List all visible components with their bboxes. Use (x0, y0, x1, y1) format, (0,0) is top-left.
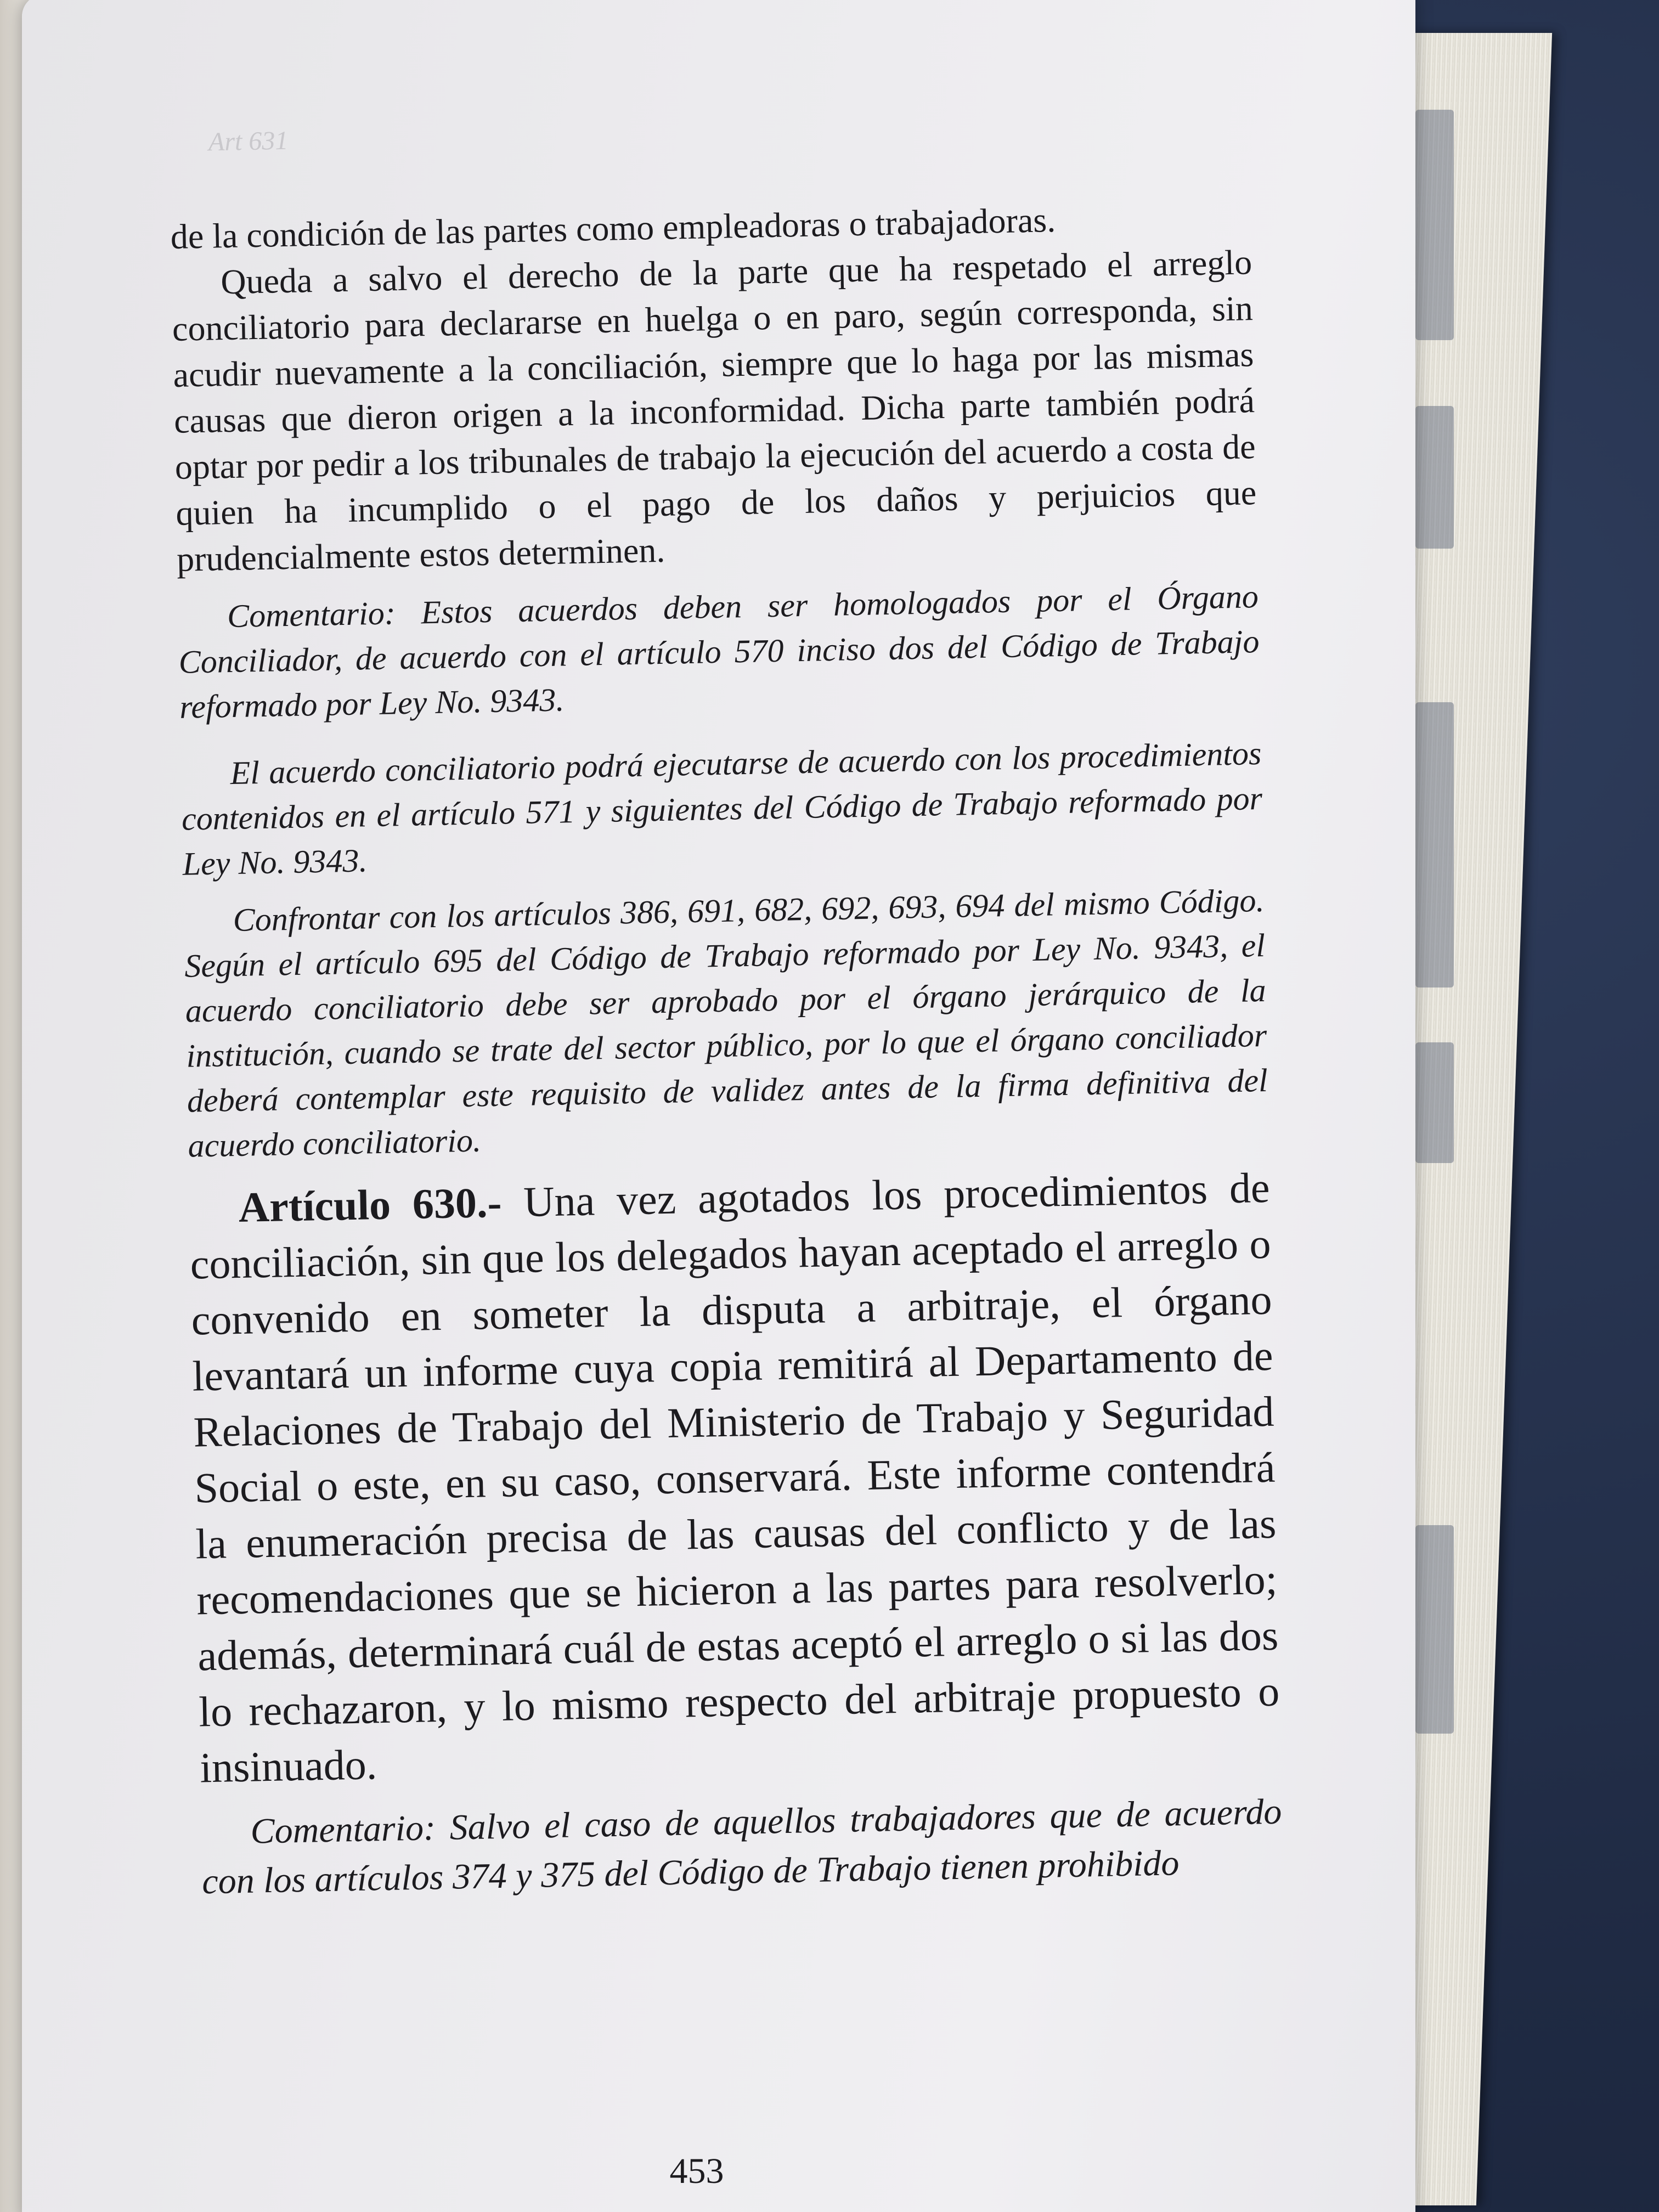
comment-salvo-el-caso: Comentario: Salvo el caso de aquellos trabajadores que de acuerdo con los artículos 374 y 375 del Código de Trabajo tienen prohibido (201, 1791, 1282, 1902)
paragraph-queda-a-salvo: Queda a salvo el derecho de la parte que ha respetado el arreglo conciliatorio para declararse en huelga o en paro, según corresponda, sin acudir nuevamente a la conciliación, siempre que lo haga por las mismas causas que dieron origen a la inconformidad. Dicha parte también podrá optar por pedir a los tribunales de trabajo la ejecución del acuerdo a costa de quien ha incumplido o el pago de los daños y perjuicios que prudencialmente estos determinen. (172, 242, 1257, 579)
comment-ejecutarse: El acuerdo conciliatorio podrá ejecutarse de acuerdo con los procedimientos contenidos en el artículo 571 y siguientes del Código de Trabajo reformado por Ley No. 9343. (181, 735, 1263, 882)
comment-confrontar: Confrontar con los artículos 386, 691, 682, 692, 693, 694 del mismo Código. Según el artículo 695 del Código de Trabajo reformado por Ley No. 9343, el acuerdo conciliatorio debe ser aprobado por el órgano jerárquico de la institución, cuando se trate del sector público, por lo que el órgano conciliador deberá contemplar este requisito de validez antes de la firma definitiva del acuerdo conciliatorio. (184, 882, 1268, 1164)
article-630 (189, 1160, 1281, 1796)
comment-homologados: Comentario: Estos acuerdos deben ser homologados por el Órgano Conciliador, de acuerdo con el artículo 570 inciso dos del Código de Trabajo reformado por Ley No. 9343. (178, 578, 1260, 725)
article-label: Artículo 630.- (238, 1178, 503, 1231)
bleed-through-header: Art 631 (208, 126, 289, 157)
page-number: 453 (669, 2151, 724, 2191)
book-page (22, 0, 1415, 2212)
page-text (170, 193, 1283, 1906)
paragraph-continuation: de la condición de las partes como empleadoras o trabajadoras. (170, 200, 1056, 256)
article-text: Una vez agotados los procedimientos de conciliación, sin que los delegados hayan aceptado el arreglo o convenido en someter la disputa a arbitraje, el órgano levantará un informe cuya copia remitirá al Departamento de Relaciones de Trabajo del Ministerio de Trabajo y Seguridad Social o este, en su caso, conservará. Este informe contendrá la enumeración precisa de las causas del conflicto y de las recomendaciones que se hicieron a las partes para resolverlo; además, determinará cuál de estas aceptó el arreglo o si las dos lo rechazaron, y lo mismo respecto del arbitraje propuesto o insinuado. (189, 1163, 1280, 1792)
